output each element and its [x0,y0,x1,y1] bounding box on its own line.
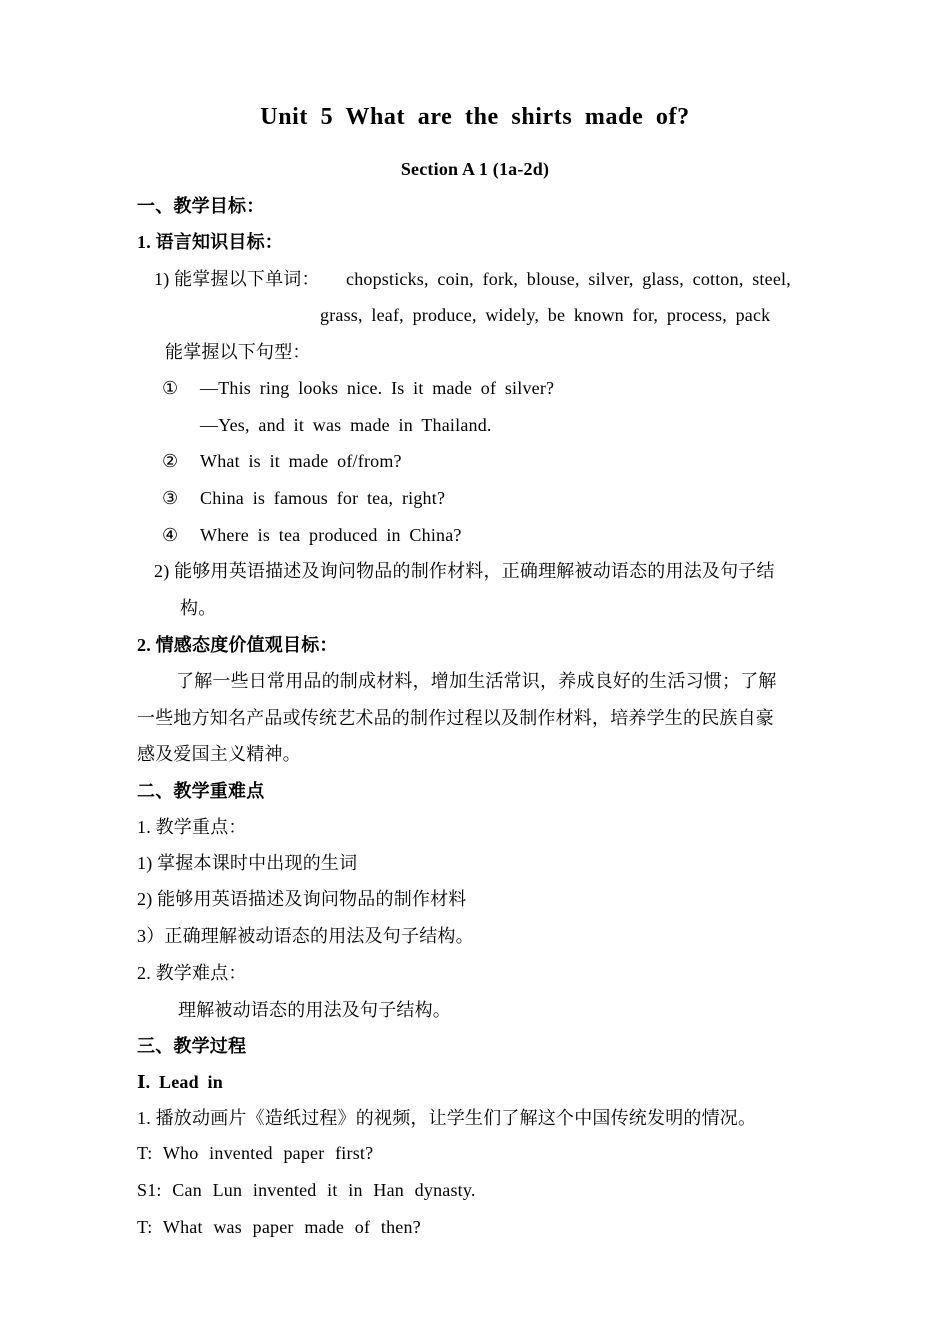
sentence-item [162,450,402,472]
dialogue-line: S1: Can Lun invented it in Han dynasty. [137,1180,476,1200]
heading-language-knowledge: 1. 语言知识目标： [137,232,283,252]
sentence-marker: ② [162,451,179,471]
sentence-item [162,487,445,509]
sentence-text: —Yes, and it was made in Thailand. [200,415,492,435]
heading-key-difficult-points: 二、教学重难点 [137,781,265,801]
lead-in-step-1: 1. 播放动画片《造纸过程》的视频，让学生们了解这个中国传统发明的情况。 [137,1108,757,1128]
dialogue-line: T: What was paper made of then? [137,1217,421,1237]
key-point-item: 1) 掌握本课时中出现的生词 [137,853,358,873]
dialogue-line: T: Who invented paper first? [137,1143,374,1163]
sentence-text: Where is tea produced in China? [200,525,462,545]
difficult-points-heading: 2. 教学难点： [137,963,247,983]
document-title: Unit 5 What are the shirts made of? [260,104,690,130]
vocab-label: 1) 能掌握以下单词： [154,269,320,289]
key-points-heading: 1. 教学重点： [137,817,247,837]
emotion-paragraph-line-2: 一些地方知名产品或传统艺术品的制作过程以及制作材料，培养学生的民族自豪 [137,708,774,728]
heading-teaching-process: 三、教学过程 [137,1036,247,1056]
key-point-item: 3）正确理解被动语态的用法及句子结构。 [137,926,474,946]
emotion-paragraph-line-1: 了解一些日常用品的制成材料，增加生活常识，养成良好的生活习惯；了解 [176,671,777,691]
sentence-text: China is famous for tea, right? [200,488,446,508]
vocab-line-1: chopsticks, coin, fork, blouse, silver, glass, cotton, steel, [346,269,791,289]
sentence-marker: ① [162,378,179,398]
objective-item-2-line-2: 构。 [180,598,217,618]
sentence-item [162,414,492,436]
heading-emotional-values: 2. 情感态度价值观目标： [137,635,338,655]
difficult-point-item: 理解被动语态的用法及句子结构。 [178,1000,451,1020]
heading-teaching-objectives: 一、教学目标： [137,196,265,216]
sentence-item [162,377,554,399]
sentence-marker: ④ [162,525,179,545]
objective-item-2-line-1: 2) 能够用英语描述及询问物品的制作材料，正确理解被动语态的用法及句子结 [154,561,775,581]
sentence-text: What is it made of/from? [200,451,402,471]
key-point-item: 2) 能够用英语描述及询问物品的制作材料 [137,889,467,909]
lead-in-heading: Ⅰ. Lead in [137,1072,223,1092]
sentence-text: —This ring looks nice. Is it made of silver? [200,378,555,398]
sentence-label: 能掌握以下句型： [165,342,311,362]
sentence-marker: ③ [162,488,179,508]
section-subtitle: Section A 1 (1a-2d) [400,159,550,179]
sentence-item [162,524,462,546]
emotion-paragraph-line-3: 感及爱国主义精神。 [137,744,301,764]
vocab-line-2: grass, leaf, produce, widely, be known for, process, pack [320,305,771,325]
